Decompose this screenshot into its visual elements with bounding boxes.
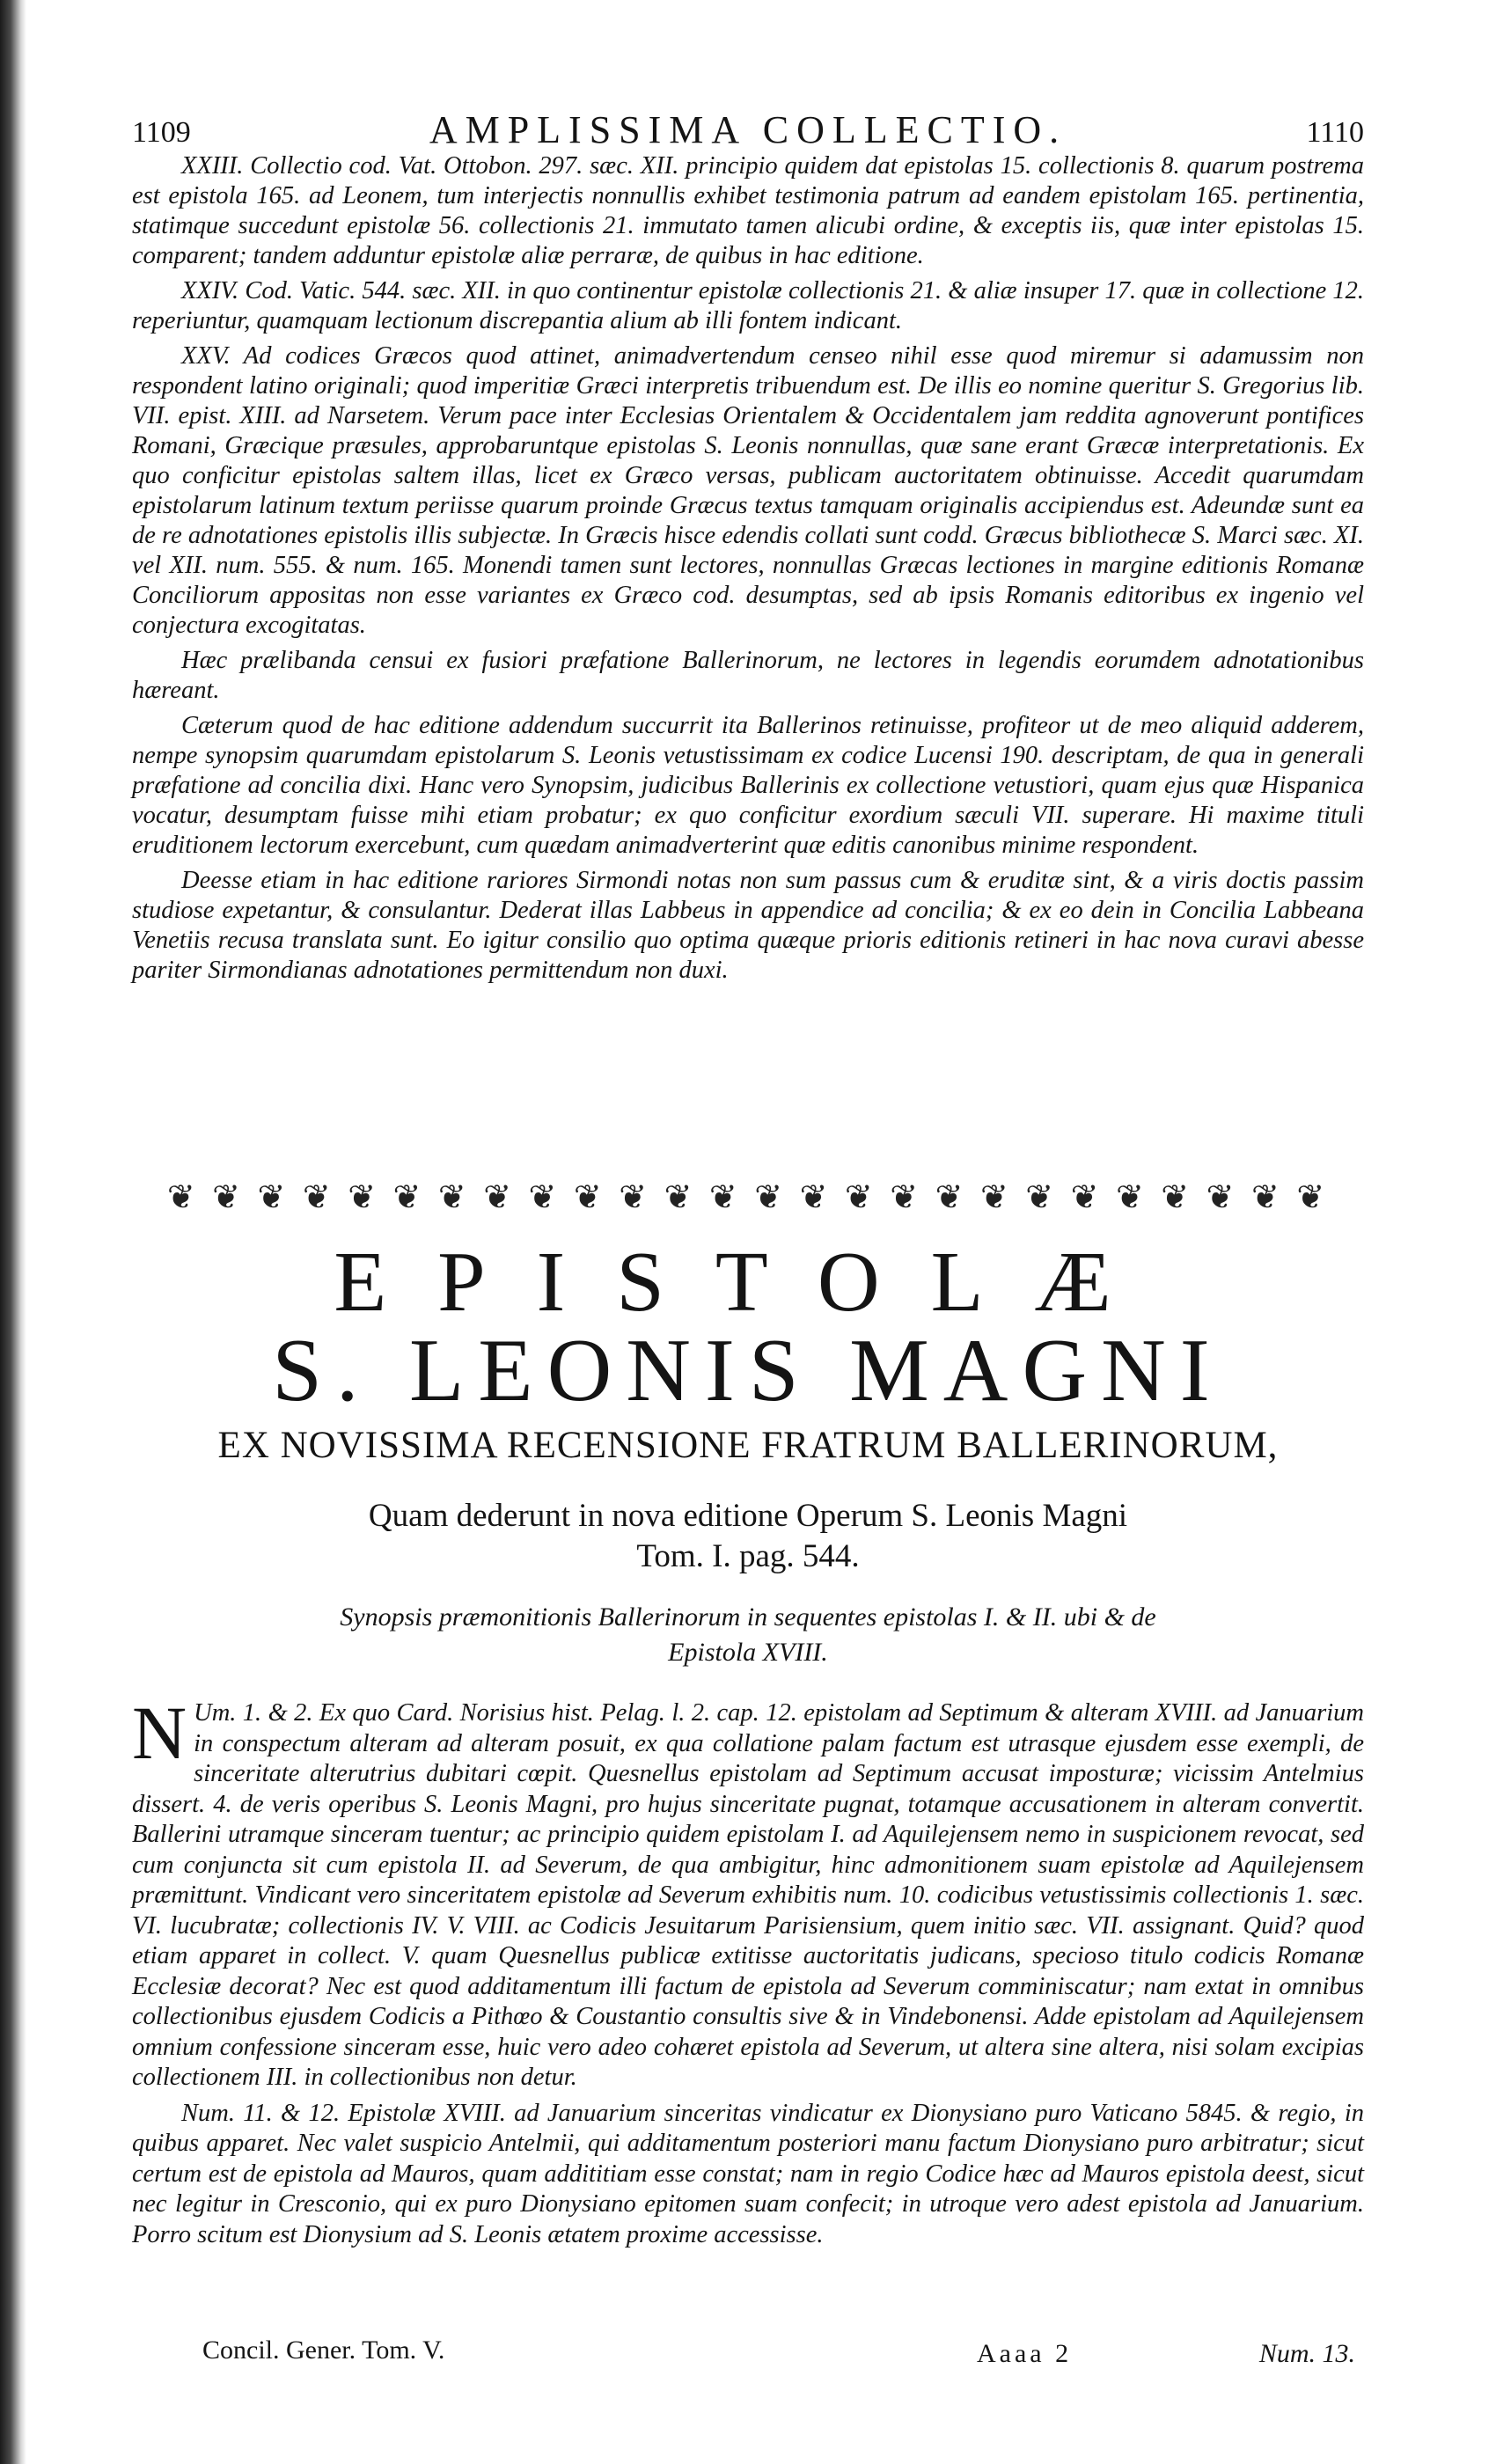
paragraph-praelibanda: Hæc prælibanda censui ex fusiori præfatione Ballerinorum, ne lectores in legendis eorumdem adnotationibus hæreant. xyxy=(132,647,1364,704)
book-gutter-shadow xyxy=(0,0,26,2464)
paragraph-caeterum: Cæterum quod de hac editione addendum succurrit ita Ballerinos retinuisse, profiteor ut de meo aliquid adderem, nempe synopsim quarumdam epistolarum S. Leonis vetustissimam ex codice Lucensi 190. descriptam, de qua in generali præfatione ad concilia dixi. Hanc vero Synopsim, judicibus Ballerinis ex collectione vetustiori, quam ejus quæ Hispanica vocatur, desumptam fuisse mihi etiam probatur; ex quo conficitur exordium sæculi VII. superare. Hi maxime tituli eruditionem lectorum exercebunt, cum quædam animadverterint quæ editis canonibus minime respondent. xyxy=(132,712,1364,859)
page-number-left: 1109 xyxy=(132,116,191,149)
synopsis-paragraph-2: Num. 11. & 12. Epistolæ XVIII. ad Januarium sinceritas vindicatur ex Dionysiano puro Vaticano 5845. & regio, in quibus apparet. Nec valet suspicio Antelmii, qui additamentum posteriori manu factum Dionysiano puro arbitratur; sicut certum est de epistola ad Mauros, quam addititiam esse constat; nam in regio Codice hæc ad Mauros epistola deest, sicut nec legitur in Cresconio, qui ex puro Dionysiano epitomen suam confecit; in utroque vero adest epistola ad Januarium. Porro scitum est Dionysium ad S. Leonis ætatem proxime accessisse. xyxy=(132,2099,1364,2248)
paragraph-deesse: Deesse etiam in hac editione rariores Sirmondi notas non sum passus cum & eruditæ sint, & a viris doctis passim studiose expetantur, & consulantur. Dederat illas Labbeus in appendice ad concilia; & ex eo dein in Concilia Labbeana Venetiis recusa translata sunt. Eo igitur consilio quo optima quæque prioris editionis retineri in hac nova curavi abesse pariter Sirmondianas adnotationes permittendum non duxi. xyxy=(132,867,1364,984)
subtitle-tom-pag: Tom. I. pag. 544. xyxy=(636,1538,860,1574)
ornamental-divider: ❦ ❦ ❦ ❦ ❦ ❦ ❦ ❦ ❦ ❦ ❦ ❦ ❦ ❦ ❦ ❦ ❦ ❦ ❦ ❦ ❦ ❦ ❦ ❦ ❦ ❦ xyxy=(166,1179,1330,1216)
synopsis-text xyxy=(132,1690,1364,2255)
subtitle-recensione: EX NOVISSIMA RECENSIONE FRATRUM BALLERINORUM, xyxy=(217,1425,1279,1466)
synopsis-heading: Synopsis præmonitionis Ballerinorum in sequentes epistolas I. & II. ubi & de Epistola XVIII. xyxy=(340,1602,1156,1667)
title-epistolae: EPISTOLÆ xyxy=(334,1235,1162,1330)
paragraph-xxiv: XXIV. Cod. Vatic. 544. sæc. XII. in quo continentur epistolæ collectionis 21. & aliæ insuper 17. quæ in collectione 12. reperiuntur, quamquam lectionum discrepantia alium ab illi fontem indicant. xyxy=(132,277,1364,334)
page-number-right: 1110 xyxy=(1306,116,1364,149)
book-page xyxy=(132,0,1364,2464)
drop-cap-letter: N xyxy=(132,1690,187,1775)
preface-text xyxy=(132,151,1364,991)
synopsis-paragraph-1-text: Um. 1. & 2. Ex quo Card. Norisius hist. Pelag. l. 2. cap. 12. epistolam ad Septimum & alteram XVIII. ad Januarium in conspectum alteram ad alteram posuit, ex qua collatione palam factum est utrasque ejusdem esse exempli, de sinceritate alterutrius dubitari cœpit. Quesnellus epistolam ad Septimum accusat imposturæ; vicissim Antelmius dissert. 4. de veris operibus S. Leonis Magni, pro hujus sinceritate pugnat, totamque accusationem in alteram convertit. Ballerini utramque sinceram tuentur; ac principio quidem epistolam I. ad Aquilejensem nemo in suspicionem revocat, sed cum conjuncta sit cum epistola II. ad Severum, de qua ambigitur, hinc admonitionem suam epistolæ ad Aquilejensem præmittunt. Vindicant vero sinceritatem epistolæ ad Severum exhibitis num. 10. codicibus vetustissimis collectionis 1. sæc. VI. lucubratæ; collectionis IV. V. VIII. ac Codicis Jesuitarum Parisiensium, quem initio sæc. VII. assignant. Quid? quod etiam apparet in collect. V. quam Quesnellus publicæ extitisse auctoritatis judicans, specioso titulo codicis Romanæ Ecclesiæ decorat? Nec est quod additamentum illi factum de epistola ad Severum comminiscatur; nam extat in omnibus collectionibus ejusdem Codicis a Pithœo & Coustantio consultis sive & in Vindebonensi. Adde epistolam ad Aquilejensem omnium confessione sinceram esse, huic vero adeo cohæret epistola ad Severum, ut altera sine altera, nisi solam excipias collectionem III. in collectionibus non detur. xyxy=(132,1699,1364,2091)
paragraph-xxv: XXV. Ad codices Græcos quod attinet, animadvertendum censeo nihil esse quod miremur si adamussim non respondent latino originali; quod imperitiæ Græci interpretis tribuendum est. De illis eo nomine queritur S. Gregorius lib. VII. epist. XIII. ad Narsetem. Verum pace inter Ecclesias Orientalem & Occidentalem jam reddita agnoverunt pontifices Romani, Græcique præsules, approbaruntque epistolas S. Leonis nonnullas, quæ sane erant Græcæ interpretationis. Ex quo conficitur epistolas saltem illas, licet ex Græco versas, publicam auctoritatem obtinuisse. Accedit quarumdam epistolarum latinum textum periisse quarum proinde Græcus textus tamquam originalis accipiendus est. Adeundæ sunt ea de re adnotationes epistolis illis subjectæ. In Græcis hisce edendis collati sunt codd. Græcus bibliothecæ S. Marci sæc. XI. vel XII. num. 555. & num. 165. Monendi tamen sunt lectores, nonnullas Græcas lectiones in margine editionis Romanæ Conciliorum appositas non esse variantes ex Græco cod. desumptas, sed ab ipsis Romanis editoribus ex ingenio vel conjectura excogitatas. xyxy=(132,342,1364,639)
running-head xyxy=(132,107,1364,151)
footer-signature: Aaaa 2 xyxy=(977,2339,1073,2368)
synopsis-paragraph-1 xyxy=(132,1690,1364,2094)
page-footer xyxy=(132,2336,1364,2380)
footer-catchword: Num. 13. xyxy=(1258,2339,1355,2368)
subtitle-editione: Quam dederunt in nova editione Operum S. Leonis Magni xyxy=(368,1498,1128,1534)
title-leonis-magni: S. LEONIS MAGNI xyxy=(272,1321,1224,1420)
paragraph-xxiii: XXIII. Collectio cod. Vat. Ottobon. 297. sæc. XII. principio quidem dat epistolas 15. collectionis 8. quarum postrema est epistola 165. ad Leonem, tum interjectis nonnullis exhibet testimonia patrum ad eandem epistolam 165. pertinentia, statimque succedunt epistolæ 56. collectionis 21. immutato tamen alicubi ordine, & exceptis iis, quæ inter epistolas 15. comparent; tandem adduntur epistolæ aliæ perraræ, de quibus in hac editione. xyxy=(132,152,1364,269)
footer-volume: Concil. Gener. Tom. V. xyxy=(202,2336,445,2365)
running-title: AMPLISSIMA COLLECTIO. xyxy=(429,108,1067,151)
